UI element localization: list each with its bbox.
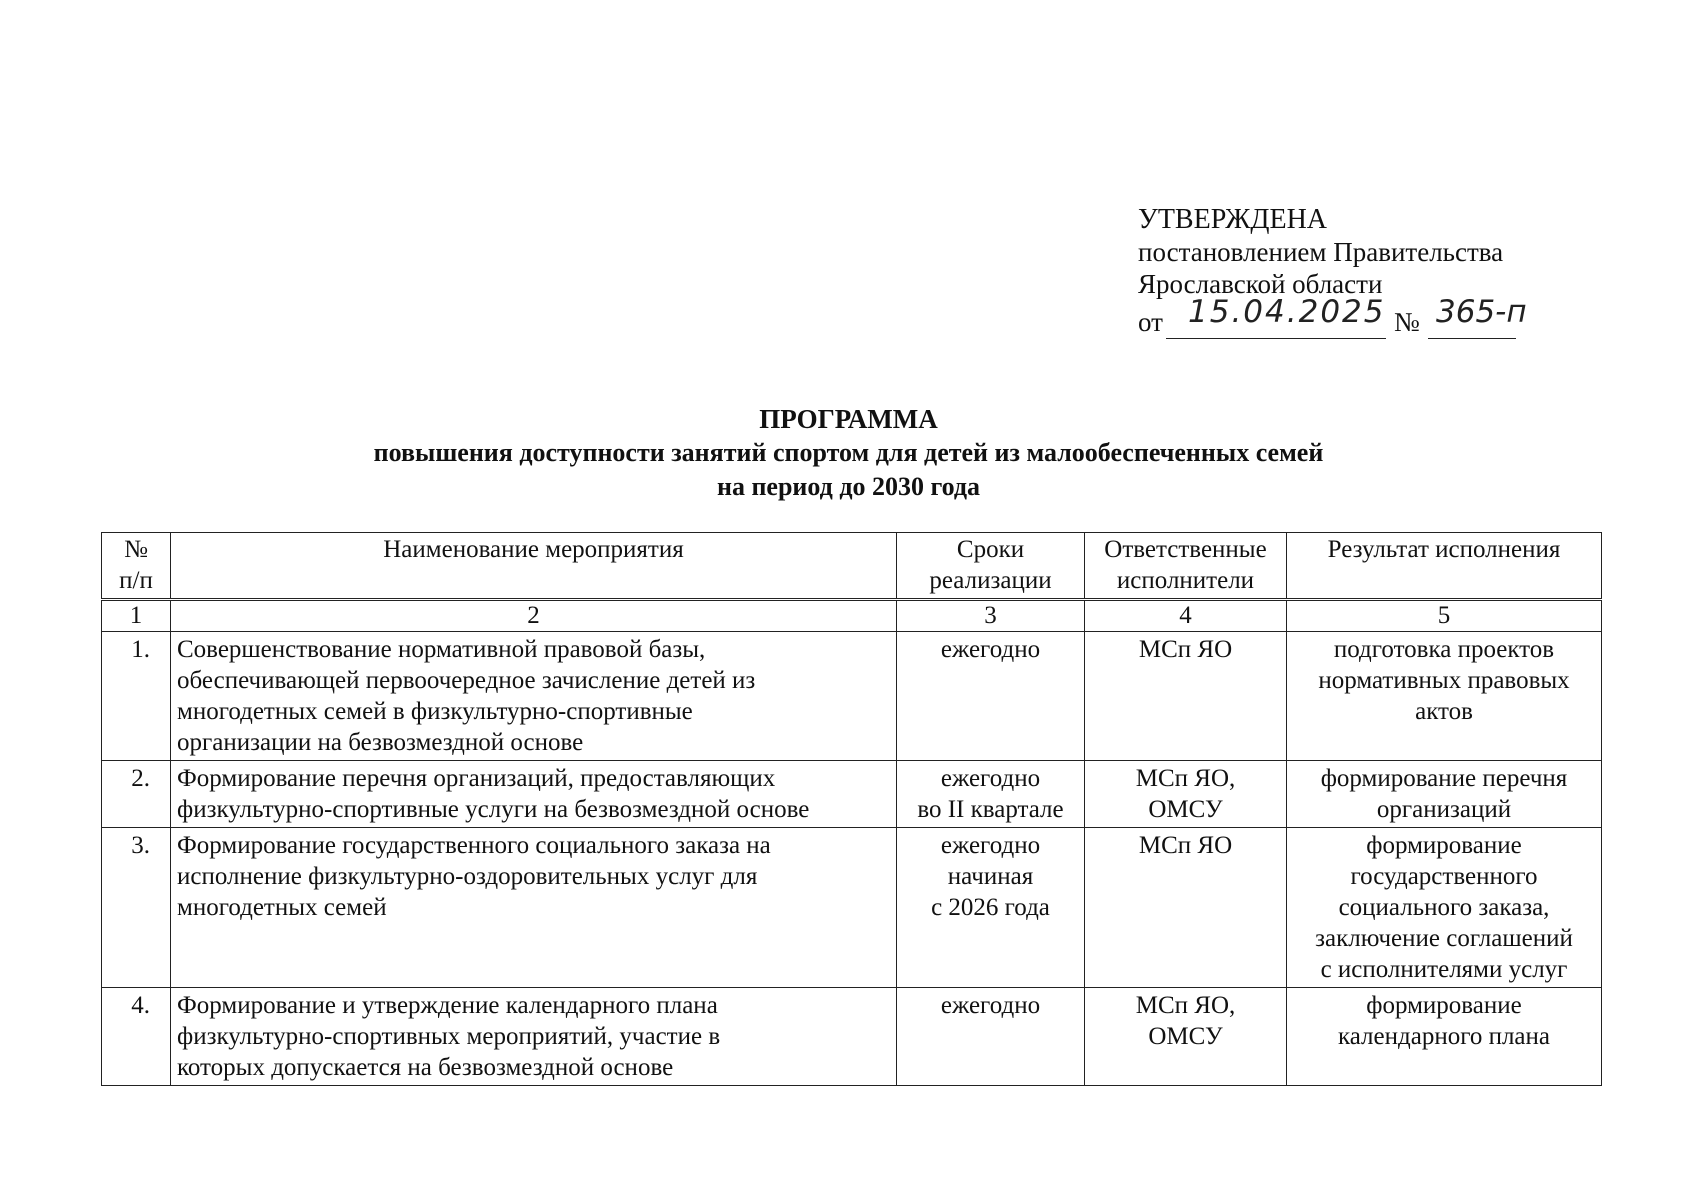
cell-name-line: Формирование государственного социального заказа на [177, 832, 771, 859]
approval-line-decree: постановлением Правительства [1138, 237, 1504, 267]
cell-num: 1. [102, 632, 171, 761]
cell-responsible-line: ОМСУ [1148, 1023, 1223, 1050]
number-label: № [1394, 307, 1420, 337]
header-term [897, 533, 1085, 600]
cell-name-line: исполнение физкультурно-оздоровительных услуг для [177, 863, 758, 890]
cell-responsible-line: МСп ЯО, [1135, 992, 1236, 1019]
header-term-line: реализации [929, 567, 1052, 594]
cell-result-line: с исполнителями услуг [1320, 956, 1568, 983]
header-resp-line: Ответственные [1104, 536, 1267, 563]
table-row [102, 988, 1602, 1086]
program-table [101, 532, 1602, 1086]
cell-term [897, 761, 1085, 828]
column-number: 2 [171, 600, 897, 632]
cell-term-line: начиная [947, 863, 1034, 890]
approval-line-region: Ярославской области [1138, 269, 1383, 299]
cell-result-line: формирование [1366, 832, 1522, 859]
program-subtitle-line2: на период до 2030 года [716, 472, 981, 501]
cell-name-line: физкультурно-спортивных мероприятий, участие в [177, 1023, 721, 1050]
table-header-row [102, 533, 1602, 600]
cell-name [171, 828, 897, 988]
cell-result [1287, 988, 1602, 1086]
header-num-line: п/п [119, 567, 153, 594]
cell-name-line: обеспечивающей первоочередное зачисление детей из [177, 667, 756, 694]
header-name: Наименование мероприятия [171, 533, 897, 600]
cell-result [1287, 761, 1602, 828]
cell-responsible [1085, 761, 1287, 828]
cell-result-line: подготовка проектов [1333, 636, 1555, 663]
cell-responsible-line: МСп ЯО [1138, 636, 1233, 663]
header-resp-line: исполнители [1116, 567, 1255, 594]
cell-name-line: многодетных семей [177, 894, 387, 921]
column-number: 5 [1287, 600, 1602, 632]
date-underline [1166, 338, 1386, 339]
table-body [102, 632, 1602, 1086]
column-number-row [102, 600, 1602, 632]
date-from-label: от [1138, 307, 1163, 337]
approval-date-number-row [1138, 294, 1558, 342]
cell-name [171, 632, 897, 761]
handwritten-number: 365-п [1436, 294, 1527, 330]
cell-name [171, 761, 897, 828]
number-underline [1428, 338, 1516, 339]
cell-term-line: с 2026 года [931, 894, 1050, 921]
cell-responsible-line: ОМСУ [1148, 796, 1223, 823]
cell-term-line: ежегодно [940, 765, 1041, 792]
cell-result-line: государственного [1350, 863, 1538, 890]
cell-num: 3. [102, 828, 171, 988]
handwritten-date: 15.04.2025 [1188, 294, 1386, 330]
cell-name-line: многодетных семей в физкультурно-спортивные [177, 698, 693, 725]
program-heading [0, 402, 1697, 504]
cell-name-line: Совершенствование нормативной правовой базы, [177, 636, 706, 663]
table-row [102, 761, 1602, 828]
cell-name-line: физкультурно-спортивные услуги на безвозмездной основе [177, 796, 810, 823]
cell-result-line: формирование перечня [1320, 765, 1568, 792]
cell-result-line: заключение соглашений [1315, 925, 1573, 952]
column-number: 4 [1085, 600, 1287, 632]
cell-term [897, 988, 1085, 1086]
cell-responsible [1085, 988, 1287, 1086]
cell-result [1287, 828, 1602, 988]
cell-responsible-line: МСп ЯО, [1135, 765, 1236, 792]
cell-result-line: календарного плана [1337, 1023, 1551, 1050]
header-responsible [1085, 533, 1287, 600]
table-row [102, 828, 1602, 988]
table-row [102, 632, 1602, 761]
program-title: ПРОГРАММА [759, 404, 938, 434]
column-number: 1 [102, 600, 171, 632]
cell-result-line: социального заказа, [1338, 894, 1550, 921]
cell-name [171, 988, 897, 1086]
cell-responsible [1085, 632, 1287, 761]
approval-stamp-block [1138, 204, 1558, 342]
cell-num: 2. [102, 761, 171, 828]
cell-term [897, 632, 1085, 761]
header-term-line: Сроки [956, 536, 1025, 563]
cell-result-line: нормативных правовых [1318, 667, 1570, 694]
cell-result-line: организаций [1376, 796, 1512, 823]
program-subtitle-line1: повышения доступности занятий спортом для детей из малообеспеченных семей [373, 438, 1324, 467]
header-num-line: № [124, 536, 148, 563]
cell-num: 4. [102, 988, 171, 1086]
cell-term-line: ежегодно [940, 636, 1041, 663]
cell-term-line: ежегодно [940, 992, 1041, 1019]
cell-result-line: актов [1415, 698, 1473, 725]
cell-name-line: Формирование перечня организаций, предоставляющих [177, 765, 776, 792]
cell-responsible-line: МСп ЯО [1138, 832, 1233, 859]
cell-responsible [1085, 828, 1287, 988]
cell-term-line: ежегодно [940, 832, 1041, 859]
cell-name-line: которых допускается на безвозмездной основе [177, 1054, 674, 1081]
cell-term-line: во II квартале [917, 796, 1064, 823]
header-num [102, 533, 171, 600]
column-number: 3 [897, 600, 1085, 632]
cell-term [897, 828, 1085, 988]
cell-name-line: Формирование и утверждение календарного плана [177, 992, 718, 1019]
approval-title: УТВЕРЖДЕНА [1138, 204, 1328, 235]
header-result: Результат исполнения [1287, 533, 1602, 600]
cell-result [1287, 632, 1602, 761]
cell-result-line: формирование [1366, 992, 1522, 1019]
cell-name-line: организации на безвозмездной основе [177, 729, 584, 756]
